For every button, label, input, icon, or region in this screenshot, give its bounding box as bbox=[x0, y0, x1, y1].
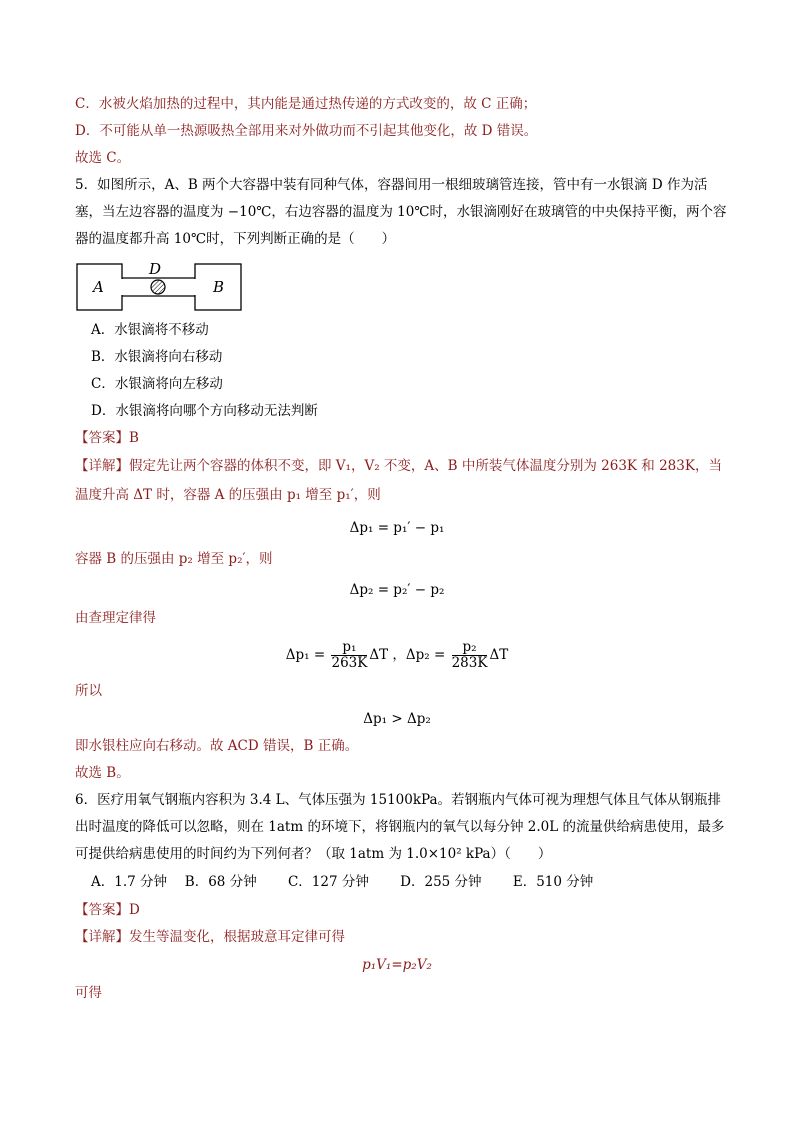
c-item: C．水被火焰加热的过程中，其内能是通过热传递的方式改变的，故 C 正确； bbox=[75, 96, 537, 112]
answer-6 bbox=[75, 902, 140, 919]
detail-5-line-5: 即水银柱应向右移动。故 ACD 错误，B 正确。 bbox=[75, 738, 359, 754]
q6-options: A．1.7 分钟 B．68 分钟 C．127 分钟 D．255 分钟 E．510 分钟 bbox=[91, 874, 594, 890]
equation-3 bbox=[0, 640, 794, 671]
frac1-den: 263K bbox=[331, 655, 368, 671]
option-a: A．水银滴将不移动 bbox=[91, 322, 209, 338]
q6-line-1: 6．医疗用氧气钢瓶内容积为 3.4 L、气体压强为 15100kPa。若钢瓶内气体可视为理想气体且气体从钢瓶排 bbox=[75, 792, 722, 808]
q5-line-2: 塞，当左边容器的温度为 −10℃，右边容器的温度为 10℃时，水银滴刚好在玻璃管的中央保持平衡，两个容 bbox=[75, 204, 727, 220]
fraction-1 bbox=[331, 640, 367, 671]
eq3-lhs: Δp₁ = bbox=[285, 647, 330, 663]
eq3-mid: ΔT ，Δp₂ = bbox=[369, 647, 450, 663]
answer-tag: 【答案】 bbox=[75, 430, 129, 446]
detail-5-line-1 bbox=[75, 458, 722, 475]
frac2-num: p₂ bbox=[452, 640, 488, 656]
equation-2: Δp₂ = p₂′ − p₂ bbox=[349, 582, 445, 598]
container-diagram bbox=[75, 258, 245, 314]
option-d: D．水银滴将向哪个方向移动无法判断 bbox=[91, 403, 318, 419]
so-text: 所以 bbox=[75, 683, 102, 699]
equation-5: p₁V₁=p₂V₂ bbox=[362, 957, 432, 973]
frac2-den: 283K bbox=[451, 655, 488, 671]
label-d: D bbox=[149, 260, 162, 278]
q5-line-3: 器的温度都升高 10℃时，下列判断正确的是（ ） bbox=[75, 231, 396, 247]
d-item: D．不可能从单一热源吸热全部用来对外做功而不引起其他变化，故 D 错误。 bbox=[75, 123, 538, 139]
detail-tag-6: 【详解】 bbox=[75, 929, 129, 945]
detail-5-line-3: 容器 B 的压强由 p₂ 增至 p₂′，则 bbox=[75, 551, 273, 567]
answer-5 bbox=[75, 430, 139, 447]
detail-6-line-1 bbox=[75, 929, 345, 946]
detail-5-line-2: 温度升高 ΔT 时，容器 A 的压强由 p₁ 增至 p₁′，则 bbox=[75, 487, 381, 503]
label-b: B bbox=[213, 278, 225, 296]
answer-tag-6: 【答案】 bbox=[75, 902, 129, 918]
choose-b: 故选 B。 bbox=[75, 765, 130, 781]
equation-1: Δp₁ = p₁′ − p₁ bbox=[349, 520, 445, 536]
detail-6-line-2: 可得 bbox=[75, 985, 102, 1001]
label-a: A bbox=[93, 278, 104, 296]
detail-tag: 【详解】 bbox=[75, 458, 129, 474]
answer-value: B bbox=[129, 430, 139, 446]
answer-value-6: D bbox=[129, 902, 140, 918]
fraction-2 bbox=[452, 640, 488, 671]
eq3-end: ΔT bbox=[489, 647, 509, 663]
q5-line-1: 5．如图所示，A、B 两个大容器中装有同种气体，容器间用一根细玻璃管连接，管中有一水银滴 D 作为活 bbox=[75, 177, 708, 193]
option-b: B．水银滴将向右移动 bbox=[91, 349, 223, 365]
frac1-num: p₁ bbox=[331, 640, 367, 656]
detail-text: 假定先让两个容器的体积不变，即 V₁，V₂ 不变，A、B 中所装气体温度分别为 263K 和 283K，当 bbox=[129, 458, 722, 474]
choose-c: 故选 C。 bbox=[75, 150, 131, 166]
option-c: C．水银滴将向左移动 bbox=[91, 376, 223, 392]
equation-4: Δp₁ > Δp₂ bbox=[363, 711, 431, 727]
detail-5-line-4: 由查理定律得 bbox=[75, 610, 156, 626]
q6-line-2: 出时温度的降低可以忽略，则在 1atm 的环境下，将钢瓶内的氧气以每分钟 2.0L 的流量供给病患使用，最多 bbox=[75, 819, 725, 835]
detail-6-text: 发生等温变化，根据玻意耳定律可得 bbox=[129, 929, 345, 945]
q6-line-3: 可提供给病患使用的时间约为下列何者？（取 1atm 为 1.0×10² kPa）（ ） bbox=[75, 846, 552, 862]
mercury-drop bbox=[151, 280, 165, 294]
